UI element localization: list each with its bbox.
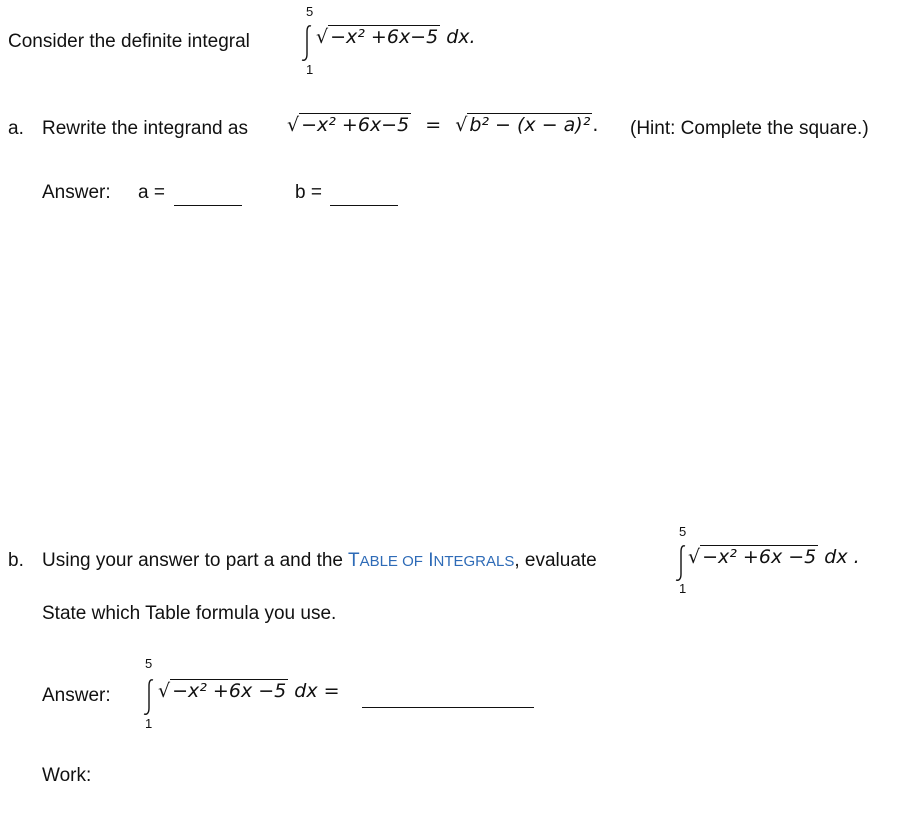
intro-dx: dx. (446, 26, 476, 48)
part-b-answer-label: Answer: (42, 685, 111, 706)
part-a-hint: (Hint: Complete the square.) (630, 118, 869, 139)
answer-dx: dx = (294, 680, 340, 702)
part-b-text-after: , evaluate (514, 550, 597, 571)
integral-answer-blank[interactable] (362, 689, 534, 708)
intro-radicand: −x² +6x−5 (330, 26, 439, 48)
part-a-answer-label: Answer: (42, 182, 111, 203)
intro-sqrt (316, 26, 476, 48)
part-a-equation (287, 114, 598, 136)
a-label: a = (138, 182, 165, 203)
part-b-radicand: −x² +6x −5 (702, 546, 817, 568)
sqrt-sign-icon: √ (316, 26, 329, 48)
part-a-label: a. (8, 118, 24, 139)
answer-lower-limit: 1 (145, 716, 153, 731)
answer-sqrt (158, 680, 340, 702)
part-b-text-before: Using your answer to part a and the (42, 550, 344, 571)
part-b-text (42, 549, 597, 574)
intro-upper-limit: 5 (306, 4, 314, 19)
integral-sign-icon (300, 24, 314, 62)
a-answer-blank[interactable] (174, 187, 242, 206)
integral-sign-icon (142, 678, 156, 716)
sqrt-sign-icon: √ (688, 546, 701, 568)
sqrt-sign-icon: √ (287, 114, 300, 136)
integral-sign-icon (674, 544, 688, 582)
b-answer-blank[interactable] (330, 187, 398, 206)
part-b-label: b. (8, 550, 24, 571)
table-of-integrals-link[interactable]: TABLE OF INTEGRALS (347, 550, 515, 571)
part-a-text: Rewrite the integrand as (42, 118, 248, 139)
b-label: b = (295, 182, 322, 203)
part-b-sqrt (688, 546, 860, 568)
part-b-dx: dx . (824, 546, 860, 568)
part-b-upper-limit: 5 (679, 524, 687, 539)
part-a-rhs-radicand: b² − (x − a)² (469, 114, 591, 136)
answer-radicand: −x² +6x −5 (172, 680, 287, 702)
part-a-equals: = (425, 114, 442, 136)
intro-lower-limit: 1 (306, 62, 314, 77)
answer-upper-limit: 5 (145, 656, 153, 671)
work-label: Work: (42, 765, 92, 786)
sqrt-sign-icon: √ (158, 680, 171, 702)
sqrt-sign-icon: √ (455, 114, 468, 136)
part-b-instruction: State which Table formula you use. (42, 603, 337, 624)
intro-text: Consider the definite integral (8, 31, 250, 52)
part-a-period: . (592, 114, 599, 136)
part-a-lhs-radicand: −x² +6x−5 (301, 114, 410, 136)
part-b-lower-limit: 1 (679, 581, 687, 596)
